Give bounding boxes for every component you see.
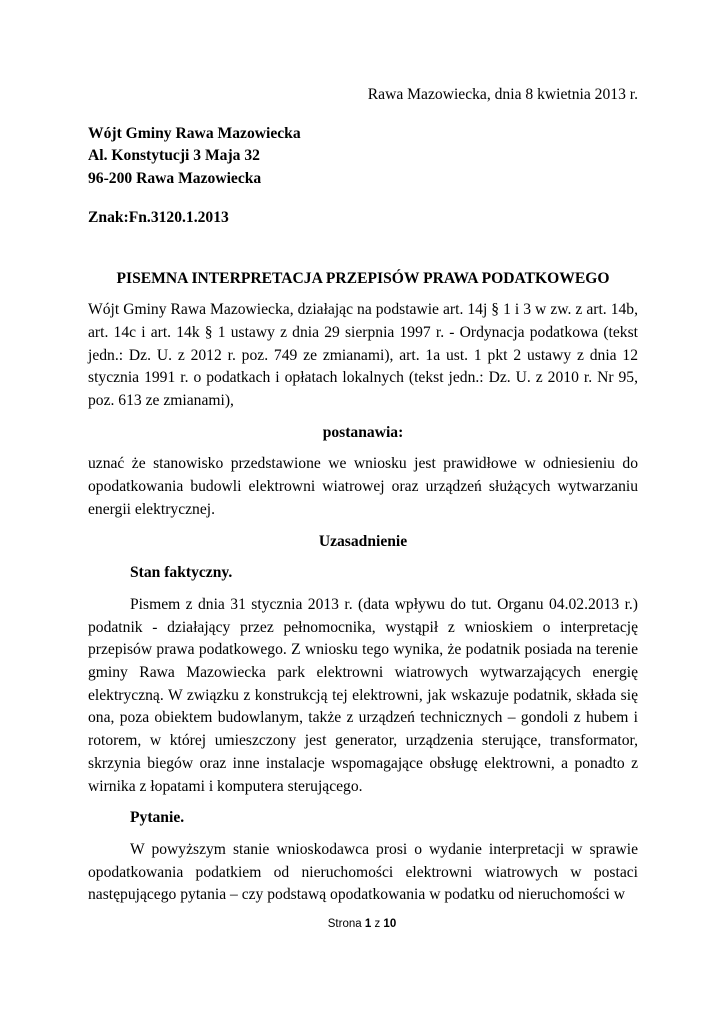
decision-heading: postanawia:: [322, 423, 404, 441]
decision-paragraph: uznać że stanowisko przedstawione we wniosku jest prawidłowe w odniesieniu do opodatkowania budowli elektrowni wiatrowej oraz urządzeń służących wytwarzaniu energii elektrycznej.: [88, 455, 638, 518]
sender-address: [88, 123, 638, 191]
justification-heading: Uzasadnienie: [318, 532, 408, 550]
document-title: PISEMNA INTERPRETACJA PRZEPISÓW PRAWA PODATKOWEGO: [116, 269, 610, 287]
document-page: [88, 84, 638, 907]
address-line-authority: Wójt Gminy Rawa Mazowiecka: [88, 124, 301, 142]
page-footer: [0, 918, 724, 930]
footer-separator: z: [374, 918, 381, 930]
footer-page-number: 1: [364, 918, 372, 930]
facts-heading: Stan faktyczny.: [130, 564, 233, 582]
question-paragraph: W powyższym stanie wnioskodawca prosi o wydanie interpretacji w sprawie opodatkowania podatkiem od nieruchomości elektrowni wiatrowych w postaci następującego pytania – czy podstawą opodatkowania w podatku od nieruchomości w: [88, 840, 638, 904]
date-line: Rawa Mazowiecka, dnia 8 kwietnia 2013 r.: [367, 86, 638, 103]
footer-prefix: Strona: [327, 918, 362, 930]
footer-total-pages: 10: [383, 918, 397, 930]
address-line-city: 96-200 Rawa Mazowiecka: [88, 170, 262, 188]
question-heading: Pytanie.: [130, 809, 185, 827]
reference-number: Znak:Fn.3120.1.2013: [88, 208, 229, 226]
address-line-street: Al. Konstytucji 3 Maja 32: [88, 147, 260, 165]
intro-paragraph: Wójt Gminy Rawa Mazowiecka, działając na podstawie art. 14j § 1 i 3 w zw. z art. 14b, art. 14c i art. 14k § 1 ustawy z dnia 29 sierpnia 1997 r. - Ordynacja podatkowa (tekst jedn.: Dz. U. z 2012 r. poz. 749 ze zmianami), art. 1a ust. 1 pkt 2 ustawy z dnia 12 stycznia 1991 r. o podatkach i opłatach lokalnych (tekst jedn.: Dz. U. z 2010 r. Nr 95, poz. 613 ze zmianami),: [88, 301, 638, 410]
facts-paragraph: Pismem z dnia 31 stycznia 2013 r. (data wpływu do tut. Organu 04.02.2013 r.) podatnik - działający przez pełnomocnika, wystąpił z wnioskiem o interpretację przepisów prawa podatkowego. Z wniosku tego wynika, że podatnik posiada na terenie gminy Rawa Mazowiecka park elektrowni wiatrowych wytwarzających energię elektryczną. W związku z konstrukcją tej elektrowni, jak wskazuje podatnik, składa się ona, poza obiektem budowlanym, także z urządzeń technicznych – gondoli z hubem i rotorem, w której umieszczony jest generator, urządzenia sterujące, transformator, skrzynia biegów oraz inne instalacje wspomagające obsługę elektrowni, a ponadto z wirnika z łopatami i komputera sterującego.: [88, 595, 638, 795]
